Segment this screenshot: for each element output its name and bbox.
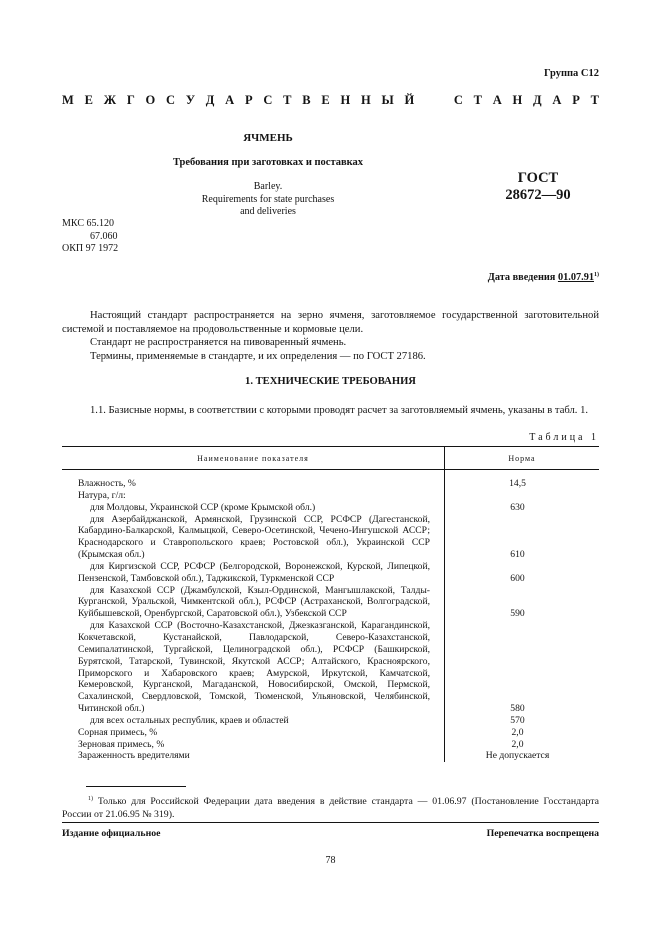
table-caption: Таблица 1 xyxy=(529,432,599,443)
table-body xyxy=(62,478,599,762)
banner-word1-letter: Г xyxy=(126,93,135,107)
banner-word1-letter: Р xyxy=(244,93,253,107)
indicator-cell: Влажность, % xyxy=(78,478,136,489)
banner-word2-letter: А xyxy=(492,93,502,107)
banner-word1-letter: О xyxy=(145,93,156,107)
banner-word1-letter: В xyxy=(302,93,311,107)
mks-code-2: 67.060 xyxy=(90,230,118,242)
introduction-date xyxy=(488,272,599,283)
indicator-cell: Зерновая примесь, % xyxy=(78,738,165,750)
indicator-cell: Натура, г/л: xyxy=(78,489,126,501)
date-label: Дата введения xyxy=(487,272,558,283)
official-edition: Издание официальное xyxy=(62,828,161,839)
standard-title: ЯЧМЕНЬ xyxy=(243,132,293,144)
date-value: 01.07.91 xyxy=(557,272,594,283)
indicator-cell: Сорная примесь, % xyxy=(78,726,158,738)
banner-word1-letter: У xyxy=(185,93,196,107)
banner-word1-letter: Е xyxy=(84,93,93,107)
table-row xyxy=(62,750,599,762)
indicator-cell: для Казахской ССР (Джамбулской, Кзыл-Ординской, Мангышлакской, Талды-Курганской, Уральской, Чимкентской обл.), РСФСР (Астраханской, Волгоградской, Куйбышевской, Оренбургской, Саратовской обл.), Узбекской ССР xyxy=(78,584,430,620)
column-header-norm: Норма xyxy=(508,453,536,463)
banner-word1-letter: Й xyxy=(404,93,415,107)
norm-cell: 2,0 xyxy=(511,726,524,738)
footnote-mark: 1) xyxy=(88,796,93,802)
banner-word1-letter: А xyxy=(225,93,235,107)
banner-word2-letter: Д xyxy=(533,93,542,107)
norm-cell: 610 xyxy=(510,549,525,561)
footnote-mark: 1) xyxy=(594,272,599,278)
banner-word1-letter: Ж xyxy=(103,93,117,107)
english-title xyxy=(170,181,366,219)
table-row xyxy=(62,561,599,585)
table-header xyxy=(62,446,599,470)
banner-word2-letter: Т xyxy=(590,93,599,107)
footnote xyxy=(62,793,599,821)
banner-word1-letter: С xyxy=(263,93,273,107)
banner-word1-letter: Ы xyxy=(381,93,394,107)
okp-code: ОКП 97 1972 xyxy=(62,243,119,254)
footnote-text: Только для Российской Федерации дата введения в действие стандарта — 01.06.97 (Постановление Госстандарта России от 21.06.95 № 319). xyxy=(62,796,599,820)
gost-code: 28672—90 xyxy=(505,187,571,203)
gost-label: ГОСТ xyxy=(517,170,559,186)
indicator-cell: для всех остальных республик, краев и областей xyxy=(90,714,289,726)
norm-cell: 14,5 xyxy=(509,478,526,489)
table-row xyxy=(62,715,599,727)
banner-word2-letter: А xyxy=(552,93,562,107)
indicator-cell: для Киргизской ССР, РСФСР (Белгородской, Воронежской, Курской, Липецкой, Пензенской, Тамбовской обл.), Таджикской, Туркменской ССР xyxy=(78,560,430,584)
mks-code: МКС 65.120 xyxy=(62,218,114,229)
page-number: 78 xyxy=(325,855,336,866)
requirements-table xyxy=(62,446,599,762)
intro-paragraph: Термины, применяемые в стандарте, и их определения — по ГОСТ 27186. xyxy=(90,350,426,362)
section-heading: 1. ТЕХНИЧЕСКИЕ ТРЕБОВАНИЯ xyxy=(245,376,416,387)
banner-word1-letter: Д xyxy=(205,93,215,107)
english-title-line: and deliveries xyxy=(240,206,296,217)
banner-word2-letter: Р xyxy=(572,93,580,107)
reprint-notice: Перепечатка воспрещена xyxy=(486,828,599,839)
table-row xyxy=(62,739,599,751)
indicator-cell: для Азербайджанской, Армянской, Грузинской ССР, РСФСР (Дагестанской, Кабардино-Балкарской, Калмыцкой, Северо-Осетинской, Чечено-Ингушской АССР; Краснодарского и Ставропольского краев; Ростовской обл.), Украинской ССР (Крымская обл.) xyxy=(78,513,430,561)
norm-cell: 570 xyxy=(510,714,525,726)
intro-text xyxy=(62,309,599,363)
table-row xyxy=(62,478,599,490)
english-title-line: Barley. xyxy=(253,181,283,192)
table-row xyxy=(62,620,599,715)
intro-paragraph: Стандарт не распространяется на пивоваренный ячмень. xyxy=(90,337,347,349)
standard-subtitle: Требования при заготовках и поставках xyxy=(172,157,364,168)
banner-word1-letter: М xyxy=(62,93,74,107)
table-row xyxy=(62,727,599,739)
footer-divider xyxy=(62,822,599,823)
norm-cell: Не допускается xyxy=(485,750,550,762)
indicator-cell: для Казахской ССР (Восточно-Казахстанской, Джезказганской, Карагандинской, Кокчетавской, Кустанайской, Павлодарской, Северо-Казахстанской, Семипалатинской, Тургайской, Целиноградской обл.), РСФСР (Башкирской, Бурятской, Татарской, Тувинской, Якутской АССР; Алтайского, Красноярского, Приморского и Хабаровского краев; Амурской, Иркутской, Камчатской, Кемеровской, Курганской, Магаданской, Новосибирской, Омской, Пермской, Сахалинской, Свердловской, Томской, Тюменской, Ульяновской, Челябинской, Читинской обл.) xyxy=(78,620,430,715)
banner-word2-letter: С xyxy=(453,93,463,107)
gost-number xyxy=(488,170,588,204)
banner-word1-letter: Н xyxy=(340,93,351,107)
norm-cell: 630 xyxy=(510,501,525,513)
norm-cell: 590 xyxy=(510,608,525,620)
english-title-line: Requirements for state purchases xyxy=(201,193,335,205)
norm-cell: 580 xyxy=(510,703,525,715)
standard-banner xyxy=(62,93,599,108)
table-row xyxy=(62,514,599,561)
banner-word1-letter: Т xyxy=(283,93,292,107)
banner-word1-letter: Е xyxy=(321,93,330,107)
group-code: Группа С12 xyxy=(543,68,599,79)
norm-cell: 600 xyxy=(510,572,525,584)
norm-cell: 2,0 xyxy=(511,738,524,750)
clause-1-1: 1.1. Базисные нормы, в соответствии с которыми проводят расчет за заготовляемый ячмень, указаны в табл. 1. xyxy=(90,405,589,416)
banner-word2-letter: Т xyxy=(473,93,482,107)
intro-paragraph: Настоящий стандарт распространяется на зерно ячменя, заготовляемое государственной заготовительной системой и поставляемое на продовольственные и кормовые цели. xyxy=(62,310,599,335)
banner-word1-letter: Н xyxy=(361,93,371,107)
classification-codes xyxy=(62,218,118,256)
footnote-divider xyxy=(86,786,186,787)
banner-word2-letter: Н xyxy=(512,93,523,107)
indicator-cell: Зараженность вредителями xyxy=(78,750,190,762)
table-row xyxy=(62,502,599,514)
column-header-indicator: Наименование показателя xyxy=(62,447,445,469)
table-row xyxy=(62,585,599,621)
table-row xyxy=(62,490,599,502)
indicator-cell: для Молдовы, Украинской ССР (кроме Крымской обл.) xyxy=(90,501,316,513)
banner-word1-letter: С xyxy=(166,93,176,107)
